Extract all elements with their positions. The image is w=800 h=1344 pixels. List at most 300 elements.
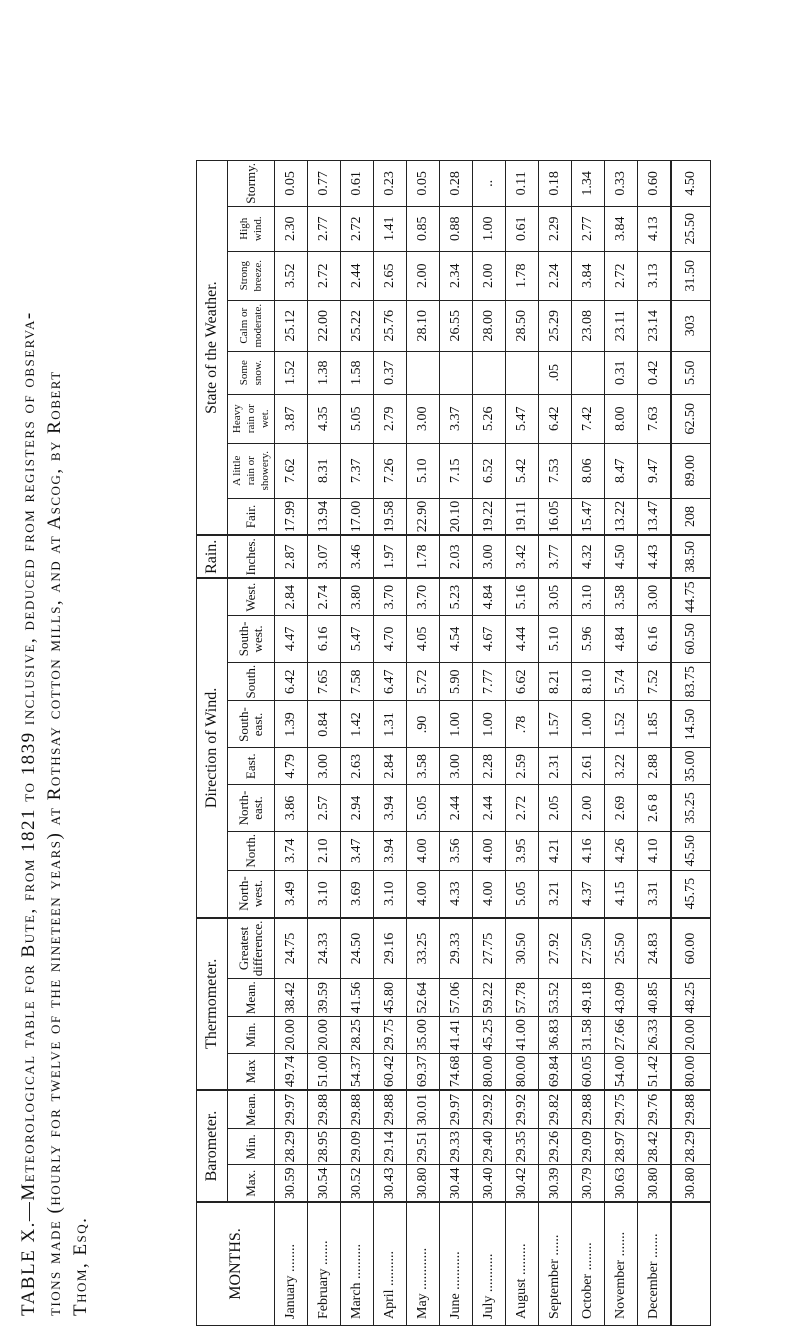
table-cell: 0.88 — [440, 206, 473, 251]
table-cell: 1.34 — [572, 161, 605, 207]
table-cell: 29.76 — [638, 1090, 672, 1128]
table-cell: 0.77 — [308, 161, 341, 207]
table-cell: 0.11 — [506, 161, 539, 207]
table-cell: 3.84 — [605, 206, 638, 251]
table-cell: 30.59 — [275, 1165, 308, 1202]
table-cell: 29.75 — [605, 1090, 638, 1128]
table-cell: 35.00 — [407, 1017, 440, 1054]
month-row — [308, 161, 341, 1326]
table-cell: 29.33 — [440, 918, 473, 979]
table-cell: 4.37 — [572, 870, 605, 918]
table-cell: 1.39 — [275, 701, 308, 748]
table-cell: 17.00 — [341, 498, 374, 535]
table-cell: 23.11 — [605, 300, 638, 351]
table-cell: 13.22 — [605, 498, 638, 535]
col-w-w: West. — [228, 578, 275, 615]
col-s-little-rain: A little rain or showery. — [228, 443, 275, 498]
month-row — [440, 161, 473, 1326]
table-cell: 5.23 — [440, 578, 473, 615]
table-cell: 1.52 — [605, 701, 638, 748]
table-cell: 22.90 — [407, 498, 440, 535]
table-cell: 27.92 — [539, 918, 572, 979]
month-row — [506, 161, 539, 1326]
table-cell: 2.87 — [275, 535, 308, 578]
table-cell: 44.75 — [671, 578, 711, 615]
month-row — [473, 161, 506, 1326]
table-cell: 0.23 — [374, 161, 407, 207]
table-cell: 41.41 — [440, 1017, 473, 1054]
table-cell: 54.00 — [605, 1053, 638, 1090]
table-cell: 2.79 — [374, 394, 407, 443]
table-cell: 2.72 — [506, 784, 539, 831]
month-name: July ........... — [473, 1202, 506, 1326]
table-cell: 20.00 — [671, 1017, 711, 1054]
table-cell: 0.85 — [407, 206, 440, 251]
table-cell: 6.16 — [308, 615, 341, 662]
table-cell: 2.31 — [539, 748, 572, 785]
col-w-n: North. — [228, 831, 275, 870]
table-cell: 2.6 8 — [638, 784, 672, 831]
table-cell: 57.78 — [506, 979, 539, 1017]
table-cell: 25.76 — [374, 300, 407, 351]
table-cell: 4.33 — [440, 870, 473, 918]
table-cell: 45.25 — [473, 1017, 506, 1054]
table-cell: 3.00 — [308, 748, 341, 785]
col-s-fair: Fair. — [228, 498, 275, 535]
month-row — [605, 161, 638, 1326]
table-cell: 36.83 — [539, 1017, 572, 1054]
table-cell: 0.60 — [638, 161, 672, 207]
table-cell: 8.10 — [572, 662, 605, 701]
table-cell: 27.66 — [605, 1017, 638, 1054]
table-cell: 29.40 — [473, 1129, 506, 1166]
table-cell: 3.58 — [407, 748, 440, 785]
table-cell: 4.67 — [473, 615, 506, 662]
table-cell: 3.22 — [605, 748, 638, 785]
table-cell: 49.74 — [275, 1053, 308, 1090]
table-cell: 19.22 — [473, 498, 506, 535]
table-cell: 25.50 — [671, 206, 711, 251]
col-th-diff: Greatest difference. — [228, 918, 275, 979]
month-row — [275, 161, 308, 1326]
table-cell: 29.09 — [572, 1129, 605, 1166]
table-cell: 48.25 — [671, 979, 711, 1017]
table-cell: 7.53 — [539, 443, 572, 498]
table-cell: 7.37 — [341, 443, 374, 498]
table-cell: 2.03 — [440, 535, 473, 578]
table-cell: 29.75 — [374, 1017, 407, 1054]
month-row — [572, 161, 605, 1326]
table-cell: 3.87 — [275, 394, 308, 443]
table-cell: 49.18 — [572, 979, 605, 1017]
table-cell: 5.05 — [407, 784, 440, 831]
table-cell: 4.00 — [407, 831, 440, 870]
table-cell: 3.86 — [275, 784, 308, 831]
col-bar-max: Max. — [228, 1165, 275, 1202]
table-cell: 14.50 — [671, 701, 711, 748]
table-cell: 5.50 — [671, 351, 711, 394]
table-cell: 2.57 — [308, 784, 341, 831]
table-cell: 29.09 — [341, 1129, 374, 1166]
table-cell: 19.11 — [506, 498, 539, 535]
table-cell: 25.22 — [341, 300, 374, 351]
table-cell: 51.00 — [308, 1053, 341, 1090]
table-cell: 83.75 — [671, 662, 711, 701]
table-cell: 29.88 — [341, 1090, 374, 1128]
month-name: June ........... — [440, 1202, 473, 1326]
table-cell: 5.26 — [473, 394, 506, 443]
table-cell: 3.42 — [506, 535, 539, 578]
thermometer-header: Thermometer. — [197, 918, 228, 1091]
table-cell: 4.00 — [407, 870, 440, 918]
table-cell: 2.88 — [638, 748, 672, 785]
table-cell: 4.35 — [308, 394, 341, 443]
table-cell: 13.94 — [308, 498, 341, 535]
table-cell: 38.50 — [671, 535, 711, 578]
table-cell: 4.00 — [473, 831, 506, 870]
table-cell: 2.69 — [605, 784, 638, 831]
month-row — [407, 161, 440, 1326]
table-cell: 29.33 — [440, 1129, 473, 1166]
meteorological-table — [196, 160, 711, 1326]
col-w-s: South. — [228, 662, 275, 701]
table-cell: 7.77 — [473, 662, 506, 701]
caption-line-2: tions made (hourly for twelve of the nineteen years) at Rothsay cotton mills, and at Ascog, by Robert — [44, 370, 65, 1316]
table-cell: 2.84 — [275, 578, 308, 615]
table-cell: 54.37 — [341, 1053, 374, 1090]
table-cell: 31.58 — [572, 1017, 605, 1054]
table-cell: 8.21 — [539, 662, 572, 701]
caption-line-3: Thom, Esq. — [70, 1216, 91, 1316]
col-s-heavy-rain: Heavy rain or wet. — [228, 394, 275, 443]
weather-header: State of the Weather. — [197, 161, 228, 536]
table-cell — [440, 351, 473, 394]
table-cell: 3.10 — [572, 578, 605, 615]
col-w-nw: North-west. — [228, 870, 275, 918]
table-cell: 1.41 — [374, 206, 407, 251]
table-cell: 3.94 — [374, 831, 407, 870]
table-cell: 15.47 — [572, 498, 605, 535]
month-name: April .......... — [374, 1202, 407, 1326]
table-cell: 29.51 — [407, 1129, 440, 1166]
table-cell: 2.61 — [572, 748, 605, 785]
table-cell: 1.52 — [275, 351, 308, 394]
col-rain-inches: Inches. — [228, 535, 275, 578]
table-cell: 1.31 — [374, 701, 407, 748]
month-row — [638, 161, 672, 1326]
table-cell: 1.00 — [473, 701, 506, 748]
table-cell: 52.64 — [407, 979, 440, 1017]
table-cell: 28.29 — [671, 1129, 711, 1166]
table-cell: 25.50 — [605, 918, 638, 979]
month-name: January ........ — [275, 1202, 308, 1326]
table-cell: 51.42 — [638, 1053, 672, 1090]
table-cell: 0.31 — [605, 351, 638, 394]
table-cell: 3.21 — [539, 870, 572, 918]
table-cell: 0.42 — [638, 351, 672, 394]
table-cell: 4.47 — [275, 615, 308, 662]
table-cell: 3.00 — [473, 535, 506, 578]
table-cell: 29.92 — [506, 1090, 539, 1128]
table-cell: 35.00 — [671, 748, 711, 785]
table-cell: 30.43 — [374, 1165, 407, 1202]
col-s-high-wind: High wind. — [228, 206, 275, 251]
table-cell: 5.74 — [605, 662, 638, 701]
table-cell: 5.72 — [407, 662, 440, 701]
table-cell: 3.10 — [374, 870, 407, 918]
table-cell: 1.85 — [638, 701, 672, 748]
table-cell: 4.84 — [605, 615, 638, 662]
table-cell: 1.78 — [506, 251, 539, 300]
table-cell: 2.63 — [341, 748, 374, 785]
table-cell: 2.10 — [308, 831, 341, 870]
table-cell: 3.84 — [572, 251, 605, 300]
col-bar-min: Min. — [228, 1129, 275, 1166]
table-cell: 4.84 — [473, 578, 506, 615]
table-cell: 30.50 — [506, 918, 539, 979]
table-cell: 8.31 — [308, 443, 341, 498]
month-name: September ...... — [539, 1202, 572, 1326]
table-cell: 30.39 — [539, 1165, 572, 1202]
table-cell: 3.13 — [638, 251, 672, 300]
table-cell: 60.42 — [374, 1053, 407, 1090]
table-cell: 6.62 — [506, 662, 539, 701]
table-cell: 9.47 — [638, 443, 672, 498]
table-cell: 3.70 — [407, 578, 440, 615]
table-cell — [506, 351, 539, 394]
table-cell: 45.75 — [671, 870, 711, 918]
col-th-mean: Mean. — [228, 979, 275, 1017]
table-cell: 5.96 — [572, 615, 605, 662]
col-th-min: Min. — [228, 1017, 275, 1054]
table-cell: 4.50 — [671, 161, 711, 207]
table-cell: 19.58 — [374, 498, 407, 535]
month-name: November ....... — [605, 1202, 638, 1326]
month-name: March .......... — [341, 1202, 374, 1326]
table-cell: 3.52 — [275, 251, 308, 300]
table-cell: 7.62 — [275, 443, 308, 498]
table-cell — [473, 351, 506, 394]
table-cell: 60.05 — [572, 1053, 605, 1090]
table-cell: 2.77 — [572, 206, 605, 251]
table-cell: 17.99 — [275, 498, 308, 535]
table-cell: 29.14 — [374, 1129, 407, 1166]
table-cell: 0.37 — [374, 351, 407, 394]
table-cell: 27.50 — [572, 918, 605, 979]
table-cell: 5.47 — [341, 615, 374, 662]
table-cell: 30.01 — [407, 1090, 440, 1128]
table-cell: 6.42 — [275, 662, 308, 701]
table-cell: 80.00 — [473, 1053, 506, 1090]
table-cell: 8.00 — [605, 394, 638, 443]
table-cell: 1.38 — [308, 351, 341, 394]
table-cell: 4.43 — [638, 535, 672, 578]
table-cell: 29.88 — [308, 1090, 341, 1128]
table-cell: 24.83 — [638, 918, 672, 979]
table-cell: 29.92 — [473, 1090, 506, 1128]
table-cell: 5.90 — [440, 662, 473, 701]
table-cell: 0.33 — [605, 161, 638, 207]
table-cell: 4.16 — [572, 831, 605, 870]
table-cell: 0.05 — [275, 161, 308, 207]
table-cell: 3.56 — [440, 831, 473, 870]
table-cell: 41.56 — [341, 979, 374, 1017]
totals-row — [671, 161, 711, 1326]
table-cell: 7.58 — [341, 662, 374, 701]
table-cell: 8.06 — [572, 443, 605, 498]
table-cell: 30.63 — [605, 1165, 638, 1202]
table-cell: 6.52 — [473, 443, 506, 498]
table-cell: 4.13 — [638, 206, 672, 251]
table-cell: 3.47 — [341, 831, 374, 870]
table-cell: 1.57 — [539, 701, 572, 748]
table-cell: 28.10 — [407, 300, 440, 351]
table-cell: 2.72 — [308, 251, 341, 300]
table-cell: 1.00 — [440, 701, 473, 748]
caption-line-1: TABLE X.—Meteorological table for Bute, from 1821 to 1839 inclusive, deduced from registers of observa- — [18, 311, 39, 1316]
table-cell: 2.44 — [473, 784, 506, 831]
month-name: February ....... — [308, 1202, 341, 1326]
table-cell: 31.50 — [671, 251, 711, 300]
col-w-e: East. — [228, 748, 275, 785]
table-cell: 3.58 — [605, 578, 638, 615]
table-cell: 2.84 — [374, 748, 407, 785]
table-cell: 7.26 — [374, 443, 407, 498]
table-cell: 3.95 — [506, 831, 539, 870]
table-cell: 30.80 — [671, 1165, 711, 1202]
table-cell: 7.52 — [638, 662, 672, 701]
table-cell: 5.05 — [506, 870, 539, 918]
month-row — [341, 161, 374, 1326]
table-cell: 74.68 — [440, 1053, 473, 1090]
table-cell: 3.49 — [275, 870, 308, 918]
month-row — [539, 161, 572, 1326]
table-cell: 2.74 — [308, 578, 341, 615]
table-cell: 4.00 — [473, 870, 506, 918]
table-cell: 25.29 — [539, 300, 572, 351]
table-cell: 43.09 — [605, 979, 638, 1017]
table-cell: 2.29 — [539, 206, 572, 251]
table-cell: 30.79 — [572, 1165, 605, 1202]
table-cell: 0.61 — [506, 206, 539, 251]
table-cell: 33.25 — [407, 918, 440, 979]
table-cell: .90 — [407, 701, 440, 748]
table-cell: 2.24 — [539, 251, 572, 300]
table-cell: 1.97 — [374, 535, 407, 578]
table-cell: .78 — [506, 701, 539, 748]
table-cell: 2.34 — [440, 251, 473, 300]
table-cell: 30.80 — [407, 1165, 440, 1202]
table-cell: 1.00 — [473, 206, 506, 251]
table-cell: 3.80 — [341, 578, 374, 615]
table-cell: 29.88 — [572, 1090, 605, 1128]
table-cell: 3.69 — [341, 870, 374, 918]
table-cell: 45.50 — [671, 831, 711, 870]
table-cell: 7.42 — [572, 394, 605, 443]
table-cell: 28.50 — [506, 300, 539, 351]
table-cell: 4.32 — [572, 535, 605, 578]
col-w-se: South-east. — [228, 701, 275, 748]
table-cell: 2.72 — [605, 251, 638, 300]
table-cell: 60.50 — [671, 615, 711, 662]
table-cell — [572, 351, 605, 394]
table-body — [275, 161, 711, 1326]
table-cell: 1.58 — [341, 351, 374, 394]
table-cell: 35.25 — [671, 784, 711, 831]
table-cell: 5.47 — [506, 394, 539, 443]
table-cell: 0.28 — [440, 161, 473, 207]
table-cell: 29.88 — [671, 1090, 711, 1128]
table-cell: 69.84 — [539, 1053, 572, 1090]
table-cell: 3.05 — [539, 578, 572, 615]
table-cell: 30.42 — [506, 1165, 539, 1202]
table-cell: 2.44 — [341, 251, 374, 300]
col-s-strong: Strong breeze. — [228, 251, 275, 300]
table-cell: 4.10 — [638, 831, 672, 870]
table-cell: 45.80 — [374, 979, 407, 1017]
table-caption — [16, 16, 94, 1316]
table-cell: 29.16 — [374, 918, 407, 979]
table-cell: 5.10 — [539, 615, 572, 662]
table-cell: 29.35 — [506, 1129, 539, 1166]
table-cell: 57.06 — [440, 979, 473, 1017]
table-cell: 28.25 — [341, 1017, 374, 1054]
month-name: October ........ — [572, 1202, 605, 1326]
table-cell: 0.61 — [341, 161, 374, 207]
col-s-calm: Calm or moderate. — [228, 300, 275, 351]
table-cell: 27.75 — [473, 918, 506, 979]
table-cell: 13.47 — [638, 498, 672, 535]
table-cell: 2.00 — [572, 784, 605, 831]
table-cell: 4.70 — [374, 615, 407, 662]
table-cell: 28.97 — [605, 1129, 638, 1166]
table-cell: 22.00 — [308, 300, 341, 351]
table-cell: 2.94 — [341, 784, 374, 831]
table-cell: 4.44 — [506, 615, 539, 662]
table-cell: 25.12 — [275, 300, 308, 351]
table-cell: 23.14 — [638, 300, 672, 351]
col-w-ne: North-east. — [228, 784, 275, 831]
table-cell: 4.54 — [440, 615, 473, 662]
table-cell: 3.46 — [341, 535, 374, 578]
col-s-snow: Some snow. — [228, 351, 275, 394]
table-cell: 7.65 — [308, 662, 341, 701]
col-w-sw: South-west. — [228, 615, 275, 662]
col-s-stormy: Stormy. — [228, 161, 275, 207]
table-cell: 20.00 — [308, 1017, 341, 1054]
table-cell: 0.05 — [407, 161, 440, 207]
table-cell: 2.05 — [539, 784, 572, 831]
table-cell: 303 — [671, 300, 711, 351]
table-cell: 4.21 — [539, 831, 572, 870]
table-cell: 2.72 — [341, 206, 374, 251]
table-cell: 30.44 — [440, 1165, 473, 1202]
table-cell: 7.63 — [638, 394, 672, 443]
month-name — [671, 1202, 711, 1326]
table-cell: 28.29 — [275, 1129, 308, 1166]
table-cell: 30.40 — [473, 1165, 506, 1202]
table-cell: 69.37 — [407, 1053, 440, 1090]
table-cell: 89.00 — [671, 443, 711, 498]
table-cell: 24.33 — [308, 918, 341, 979]
table-cell: 3.10 — [308, 870, 341, 918]
table-cell: 29.88 — [374, 1090, 407, 1128]
table-cell: 30.52 — [341, 1165, 374, 1202]
table-cell: 6.42 — [539, 394, 572, 443]
table-cell: 29.97 — [275, 1090, 308, 1128]
table-cell: 62.50 — [671, 394, 711, 443]
table-cell: 3.31 — [638, 870, 672, 918]
